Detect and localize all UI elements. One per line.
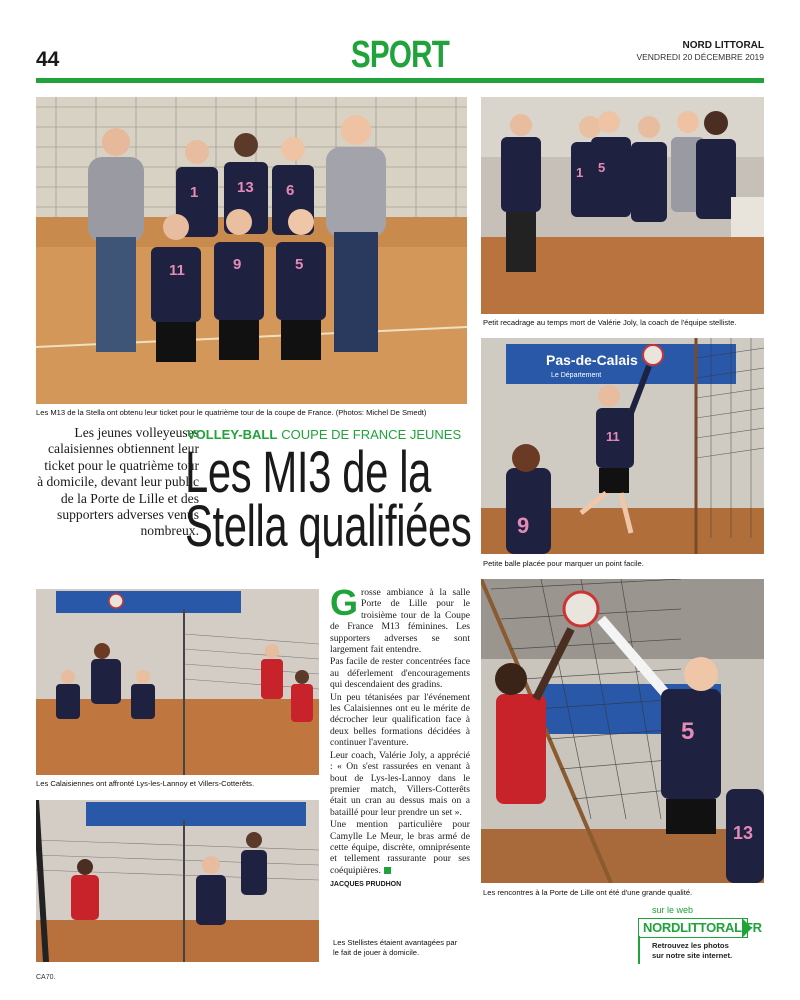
svg-text:1: 1 [576,165,584,180]
jersey-number: 9 [517,513,530,538]
spike-photo [481,338,764,554]
web-box-rule [638,936,640,964]
article-paragraph: Une mention particulière pour Camylle Le Meur, le bras armé de cette équipe, discrète, omniprésente et tellement rassurante pour ses coéquipières. [330,819,470,876]
publication-date: VENDREDI 20 DÉCEMBRE 2019 [636,52,764,62]
jersey-number: 6 [286,182,295,199]
timeout-photo-caption: Petit recadrage au temps mort de Valérie Joly, la coach de l'équipe stelliste. [483,318,737,327]
net-block-photo-caption: Les rencontres à la Porte de Lille ont été d'une grande qualité. [483,888,693,897]
net-block-photo [481,579,764,883]
article-intro: Les jeunes volleyeuses calaisiennes obtiennent leur ticket pour le quatrième tour à domicile, devant leur public de la Porte de Lille et des supporters adverses venus nombreux. [37,425,199,539]
article-headline [185,440,473,559]
bottom-photo [36,800,319,962]
kicker-sport: VOLLEY-BALL [187,427,278,442]
header-rule [36,78,764,83]
bottom-photo-caption: Les Stellistes étaient avantagées par le fait de jouer à domicile. [333,938,458,957]
headline-line: Stella qualifiées [185,494,472,559]
banner-text: Pas-de-Calais [546,352,638,368]
match-photo [36,589,319,775]
team-photo-caption: Les M13 de la Stella ont obtenu leur ticket pour le quatrième tour de la coupe de France. (Photos: Michel De Smedt) [36,408,427,417]
jersey-number: 5 [681,718,695,745]
jersey-number: 9 [233,256,242,273]
web-description-line: Retrouvez les photos [652,941,729,950]
article-body [330,582,470,891]
web-description [652,941,732,961]
kicker-event: COUPE DE FRANCE JEUNES [281,427,462,442]
page-number: 44 [36,48,60,71]
jersey-number: 13 [733,823,754,843]
timeout-photo [481,97,764,314]
website-link[interactable]: NORDLITTORAL.FR [638,918,748,938]
svg-text:5: 5 [598,160,606,175]
web-description-line: sur notre site internet. [652,951,733,960]
end-mark-icon [384,867,391,874]
arrow-right-icon [742,918,752,938]
jersey-number: 13 [237,179,254,196]
jersey-number: 11 [606,429,620,444]
newspaper-name: NORD LITTORAL [682,40,764,51]
spike-photo-caption: Petite balle placée pour marquer un point facile. [483,559,644,568]
article-byline: JACQUES PRUDHON [330,881,402,889]
page-code: CA70. [36,974,56,981]
banner-subtext: Le Département [551,372,602,379]
web-label: sur le web [652,905,694,915]
web-promo-box [638,905,762,965]
article-paragraph: Leur coach, Valérie Joly, a apprécié : « On s'est rassurées en venant à bout de Lys-les-Lannoy dans le premier match, Villers-Cotterêts était un cran au dessus mais on a bataillé pour leur prendre un set ». [330,749,470,818]
jersey-number: 1 [190,184,199,201]
section-title: SPORT [350,34,450,76]
drop-cap: G [330,582,359,623]
article-paragraph: Un peu tétanisées par l'événement les Calaisiennes ont eu le mérite de décrocher leur qualification face à deux belles formations décidées à continuer l'aventure. [330,691,470,749]
match-photo-caption: Les Calaisiennes ont affronté Lys-les-Lannoy et Villers-Cotterêts. [36,779,255,788]
article-paragraph: rosse ambiance à la salle Porte de Lille pour le troisième tour de la Coupe de France M13 féminines. Les supporters adverses se sont largement fait entendre. [330,587,470,656]
jersey-number: 11 [169,262,185,279]
article-paragraph: Pas facile de rester concentrées face au déferlement d'encouragements qui descendaient des gradins. [330,656,470,691]
jersey-number: 5 [295,256,304,273]
headline-line: Les MI3 de la [185,440,432,505]
team-photo [36,97,467,404]
